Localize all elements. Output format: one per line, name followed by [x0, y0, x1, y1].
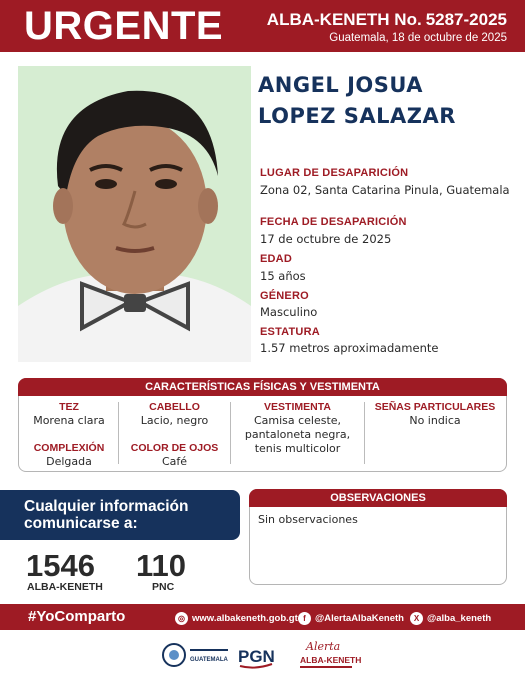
contact-text [24, 498, 234, 532]
alert-number [263, 10, 507, 30]
contact-line2: comunicarse a: [24, 515, 138, 532]
hashtag[interactable]: #YoComparto [28, 608, 126, 625]
observations-title: OBSERVACIONES [249, 489, 507, 507]
observations-text: Sin observaciones [258, 513, 358, 526]
edad-value: 15 años [260, 269, 306, 283]
fecha-label: FECHA DE DESAPARICIÓN [260, 216, 407, 228]
edad-label: EDAD [260, 253, 292, 265]
vestimenta-value [231, 414, 364, 456]
person-name-line1: ANGEL JOSUA [258, 73, 424, 97]
alerta-logo-line2: ALBA-KENETH [300, 655, 362, 665]
characteristics-title: CARACTERÍSTICAS FÍSICAS Y VESTIMENTA [18, 378, 507, 396]
senas-value: No indica [409, 414, 461, 427]
person-name-line2: LOPEZ SALAZAR [258, 104, 456, 128]
vestimenta-label: VESTIMENTA [264, 401, 331, 413]
vestimenta-line2: pantaloneta negra, [244, 428, 351, 441]
logos-svg [160, 636, 370, 674]
portrait-illustration [18, 66, 251, 362]
contact-line1: Cualquier información [24, 498, 189, 515]
urgent-title: URGENTE [24, 4, 224, 48]
website-link[interactable] [175, 611, 298, 625]
x-link[interactable] [410, 611, 491, 625]
ojos-value: Café [161, 455, 188, 468]
gov-logo-text: GUATEMALA [190, 657, 228, 663]
ojos-label: COLOR DE OJOS [130, 442, 219, 454]
website-text: www.albakeneth.gob.gt [192, 612, 298, 624]
lugar-label: LUGAR DE DESAPARICIÓN [260, 167, 409, 179]
fecha-value: 17 de octubre de 2025 [260, 232, 392, 246]
lugar-value: Zona 02, Santa Catarina Pinula, Guatemala [260, 183, 510, 197]
facebook-text: @AlertaAlbaKeneth [315, 612, 404, 624]
pgn-logo: PGN [238, 647, 275, 666]
cabello-value: Lacio, negro [140, 414, 209, 427]
estatura-value: 1.57 metros aproximadamente [260, 341, 439, 355]
x-text: @alba_keneth [427, 612, 492, 624]
phone-label-alba: ALBA-KENETH [27, 581, 103, 593]
phone-number-alba[interactable]: 1546 [26, 548, 95, 583]
complexion-label: COMPLEXIÓN [33, 442, 105, 454]
tez-value: Morena clara [33, 414, 105, 427]
phone-label-pnc: PNC [152, 581, 175, 593]
partner-logos [160, 636, 370, 674]
alerta-logo-line1: Alerta [306, 640, 341, 653]
globe-icon: ◎ [175, 612, 188, 625]
senas-label: SEÑAS PARTICULARES [374, 401, 496, 413]
facebook-icon: f [298, 612, 311, 625]
tez-label: TEZ [59, 401, 79, 413]
x-icon: X [410, 612, 423, 625]
alert-code: ALBA-KENETH No. [266, 10, 422, 29]
genero-label: GÉNERO [260, 290, 309, 302]
place-date: Guatemala, 18 de octubre de 2025 [329, 32, 507, 44]
cabello-label: CABELLO [149, 401, 200, 413]
genero-value: Masculino [260, 305, 318, 319]
facebook-link[interactable] [298, 611, 404, 625]
missing-person-photo [18, 66, 251, 362]
vestimenta-line3: tenis multicolor [254, 442, 341, 455]
phone-number-pnc[interactable]: 110 [136, 548, 187, 583]
complexion-value: Delgada [46, 455, 92, 468]
person-name [258, 70, 518, 132]
estatura-label: ESTATURA [260, 326, 320, 338]
vestimenta-line1: Camisa celeste, [253, 414, 342, 427]
alert-number-value: 5287-2025 [425, 10, 507, 29]
